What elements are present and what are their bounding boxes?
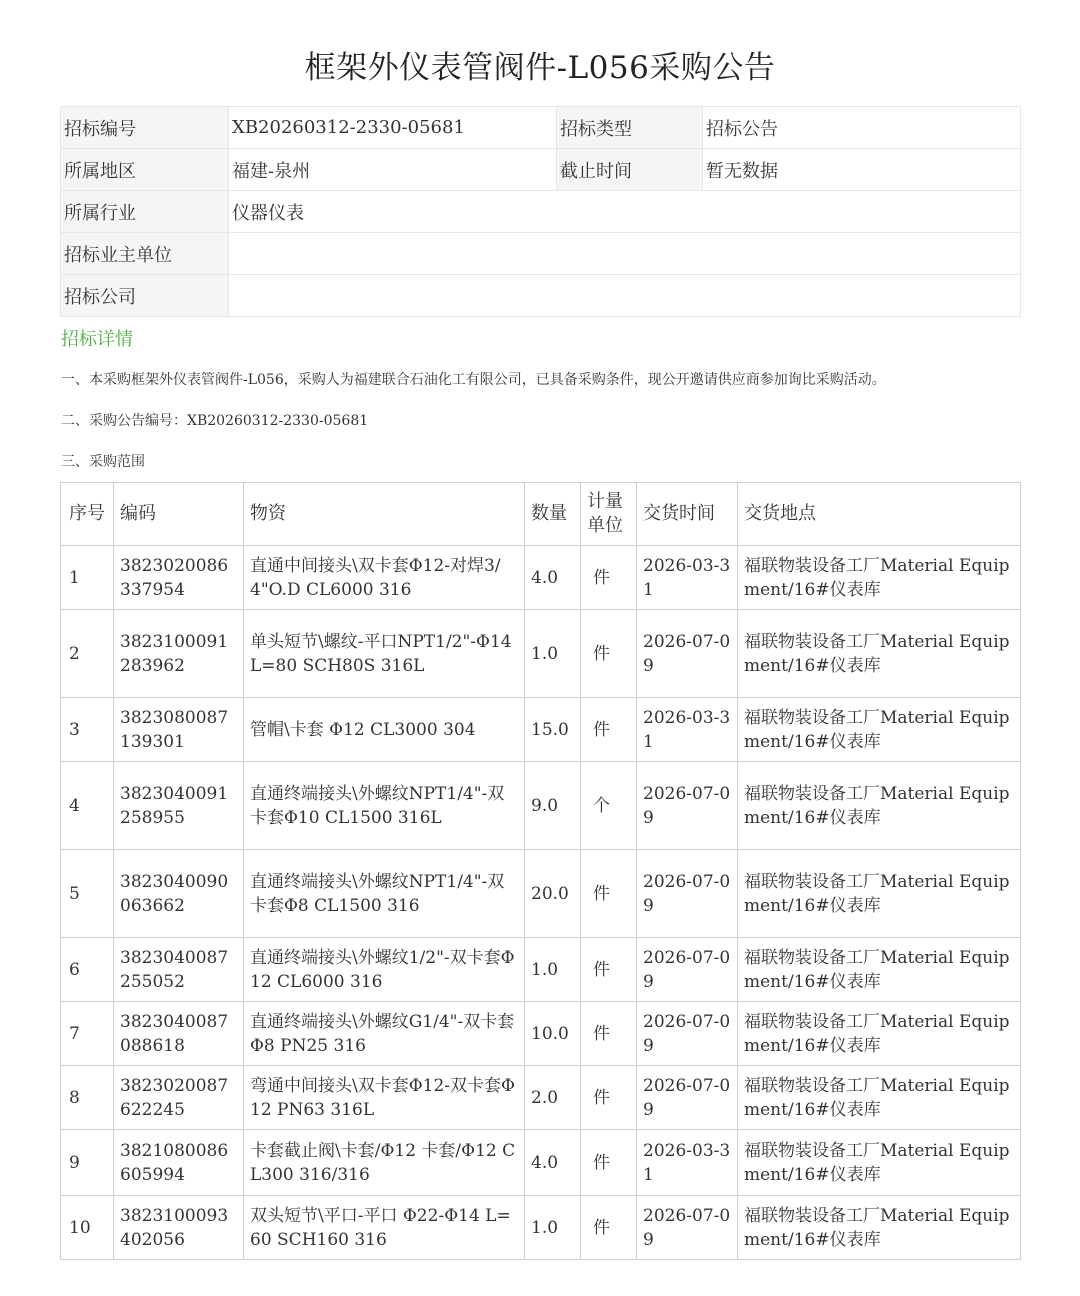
cell-code: 3821080086605994 <box>114 1130 244 1196</box>
cell-quantity: 1.0 <box>525 610 581 698</box>
cell-index: 3 <box>61 698 114 762</box>
cell-material: 弯通中间接头\双卡套Φ12-双卡套Φ12 PN63 316L <box>244 1066 525 1130</box>
table-row <box>61 610 1021 698</box>
table-row <box>61 1002 1021 1066</box>
cell-delivery-date: 2026-07-09 <box>637 1196 738 1260</box>
cell-index: 8 <box>61 1066 114 1130</box>
cell-unit: 件 <box>581 1130 637 1196</box>
details-paragraph-2: 二、采购公告编号：XB20260312-2330-05681 <box>61 413 369 429</box>
cell-code: 3823100093402056 <box>114 1196 244 1260</box>
cell-index: 1 <box>61 546 114 610</box>
bid-number-value: XB20260312-2330-05681 <box>229 107 557 149</box>
cell-delivery-date: 2026-07-09 <box>637 1002 738 1066</box>
cell-index: 4 <box>61 762 114 850</box>
header-index: 序号 <box>61 483 114 546</box>
table-row <box>61 546 1021 610</box>
table-header-row <box>61 483 1021 546</box>
cell-unit: 件 <box>581 1196 637 1260</box>
cell-material: 管帽\卡套 Φ12 CL3000 304 <box>244 698 525 762</box>
cell-unit: 件 <box>581 698 637 762</box>
table-row <box>61 1196 1021 1260</box>
cell-material: 直通终端接头\外螺纹NPT1/4"-双卡套Φ8 CL1500 316 <box>244 850 525 938</box>
header-unit: 计量单位 <box>581 483 637 546</box>
bid-number-label: 招标编号 <box>61 107 229 149</box>
cell-delivery-place: 福联物装设备工厂Material Equipment/16#仪表库 <box>738 610 1021 698</box>
cell-delivery-date: 2026-03-31 <box>637 546 738 610</box>
deadline-label: 截止时间 <box>557 149 703 191</box>
details-section-title: 招标详情 <box>61 329 133 350</box>
cell-material: 双头短节\平口-平口 Φ22-Φ14 L=60 SCH160 316 <box>244 1196 525 1260</box>
cell-code: 3823040087255052 <box>114 938 244 1002</box>
cell-code: 3823080087139301 <box>114 698 244 762</box>
header-quantity: 数量 <box>525 483 581 546</box>
cell-quantity: 9.0 <box>525 762 581 850</box>
cell-delivery-date: 2026-07-09 <box>637 938 738 1002</box>
cell-delivery-place: 福联物装设备工厂Material Equipment/16#仪表库 <box>738 762 1021 850</box>
header-material: 物资 <box>244 483 525 546</box>
company-value <box>229 275 1021 317</box>
cell-code: 3823040091258955 <box>114 762 244 850</box>
info-row <box>61 149 1021 191</box>
cell-unit: 件 <box>581 1066 637 1130</box>
region-label: 所属地区 <box>61 149 229 191</box>
cell-delivery-place: 福联物装设备工厂Material Equipment/16#仪表库 <box>738 698 1021 762</box>
info-row <box>61 107 1021 149</box>
cell-quantity: 10.0 <box>525 1002 581 1066</box>
cell-index: 6 <box>61 938 114 1002</box>
cell-delivery-place: 福联物装设备工厂Material Equipment/16#仪表库 <box>738 850 1021 938</box>
deadline-value: 暂无数据 <box>703 149 1021 191</box>
cell-unit: 件 <box>581 938 637 1002</box>
cell-code: 3823020087622245 <box>114 1066 244 1130</box>
cell-quantity: 2.0 <box>525 1066 581 1130</box>
cell-unit: 件 <box>581 610 637 698</box>
cell-code: 3823100091283962 <box>114 610 244 698</box>
bid-info-table <box>60 106 1021 317</box>
cell-index: 5 <box>61 850 114 938</box>
cell-quantity: 4.0 <box>525 1130 581 1196</box>
cell-index: 10 <box>61 1196 114 1260</box>
table-row <box>61 850 1021 938</box>
cell-material: 直通终端接头\外螺纹NPT1/4"-双卡套Φ10 CL1500 316L <box>244 762 525 850</box>
cell-material: 直通终端接头\外螺纹G1/4"-双卡套Φ8 PN25 316 <box>244 1002 525 1066</box>
info-row <box>61 191 1021 233</box>
cell-index: 2 <box>61 610 114 698</box>
cell-code: 3823040087088618 <box>114 1002 244 1066</box>
cell-quantity: 1.0 <box>525 938 581 1002</box>
company-label: 招标公司 <box>61 275 229 317</box>
cell-delivery-date: 2026-07-09 <box>637 850 738 938</box>
cell-delivery-date: 2026-03-31 <box>637 698 738 762</box>
header-code: 编码 <box>114 483 244 546</box>
table-row <box>61 938 1021 1002</box>
page-title: 框架外仪表管阀件-L056采购公告 <box>304 50 776 86</box>
cell-code: 3823020086337954 <box>114 546 244 610</box>
cell-unit: 个 <box>581 762 637 850</box>
header-delivery-date: 交货时间 <box>637 483 738 546</box>
owner-label: 招标业主单位 <box>61 233 229 275</box>
cell-quantity: 20.0 <box>525 850 581 938</box>
owner-value <box>229 233 1021 275</box>
industry-value: 仪器仪表 <box>229 191 1021 233</box>
details-paragraph-1: 一、本采购框架外仪表管阀件-L056，采购人为福建联合石油化工有限公司，已具备采购条件，现公开邀请供应商参加询比采购活动。 <box>61 372 886 388</box>
cell-quantity: 4.0 <box>525 546 581 610</box>
cell-material: 直通中间接头\双卡套Φ12-对焊3/4"O.D CL6000 316 <box>244 546 525 610</box>
cell-code: 3823040090063662 <box>114 850 244 938</box>
cell-delivery-place: 福联物装设备工厂Material Equipment/16#仪表库 <box>738 546 1021 610</box>
header-delivery-place: 交货地点 <box>738 483 1021 546</box>
region-value: 福建-泉州 <box>229 149 557 191</box>
cell-delivery-place: 福联物装设备工厂Material Equipment/16#仪表库 <box>738 1066 1021 1130</box>
table-row <box>61 1066 1021 1130</box>
cell-delivery-date: 2026-07-09 <box>637 762 738 850</box>
info-row <box>61 275 1021 317</box>
cell-delivery-place: 福联物装设备工厂Material Equipment/16#仪表库 <box>738 1002 1021 1066</box>
table-row <box>61 1130 1021 1196</box>
industry-label: 所属行业 <box>61 191 229 233</box>
cell-delivery-place: 福联物装设备工厂Material Equipment/16#仪表库 <box>738 1130 1021 1196</box>
table-row <box>61 698 1021 762</box>
cell-quantity: 1.0 <box>525 1196 581 1260</box>
cell-delivery-date: 2026-07-09 <box>637 610 738 698</box>
cell-index: 7 <box>61 1002 114 1066</box>
bid-type-label: 招标类型 <box>557 107 703 149</box>
cell-material: 单头短节\螺纹-平口NPT1/2"-Φ14 L=80 SCH80S 316L <box>244 610 525 698</box>
table-row <box>61 762 1021 850</box>
cell-unit: 件 <box>581 850 637 938</box>
cell-unit: 件 <box>581 546 637 610</box>
cell-delivery-date: 2026-03-31 <box>637 1130 738 1196</box>
cell-material: 卡套截止阀\卡套/Φ12 卡套/Φ12 CL300 316/316 <box>244 1130 525 1196</box>
cell-quantity: 15.0 <box>525 698 581 762</box>
bid-type-value: 招标公告 <box>703 107 1021 149</box>
cell-unit: 件 <box>581 1002 637 1066</box>
cell-index: 9 <box>61 1130 114 1196</box>
cell-delivery-date: 2026-07-09 <box>637 1066 738 1130</box>
cell-material: 直通终端接头\外螺纹1/2"-双卡套Φ12 CL6000 316 <box>244 938 525 1002</box>
procurement-items-table <box>60 482 1021 1260</box>
info-row <box>61 233 1021 275</box>
details-paragraph-3: 三、采购范围 <box>61 454 145 470</box>
cell-delivery-place: 福联物装设备工厂Material Equipment/16#仪表库 <box>738 938 1021 1002</box>
cell-delivery-place: 福联物装设备工厂Material Equipment/16#仪表库 <box>738 1196 1021 1260</box>
